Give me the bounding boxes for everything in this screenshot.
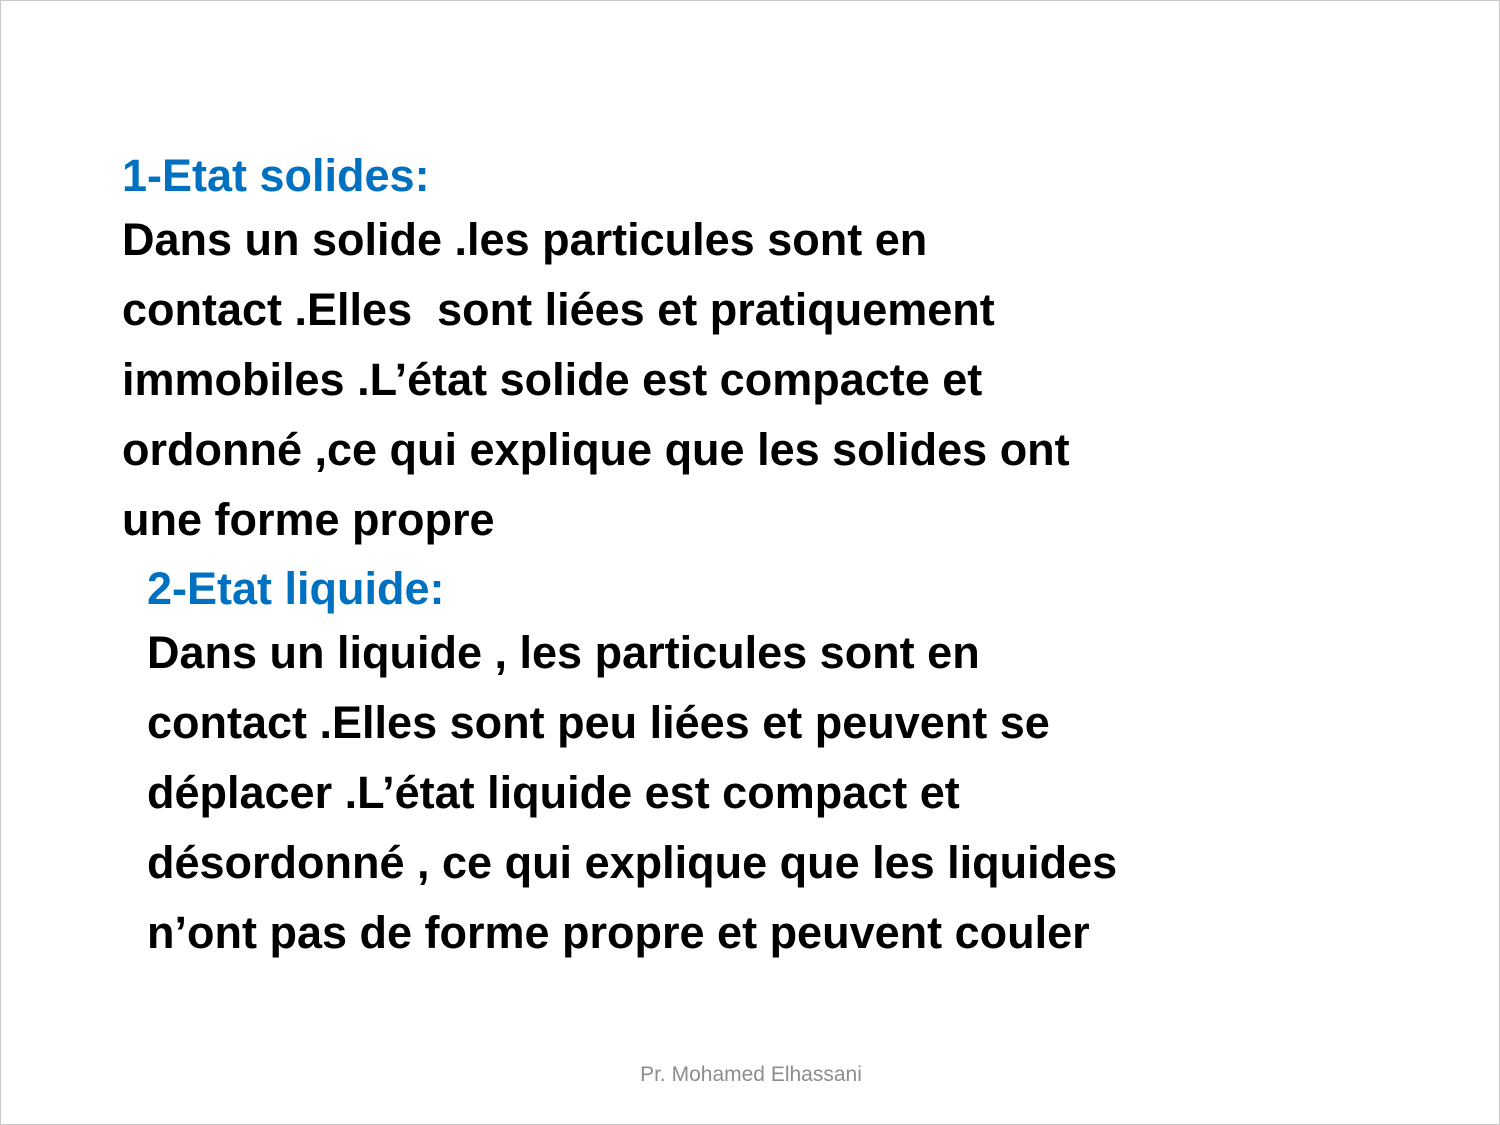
paragraph-line: déplacer .L’état liquide est compact et: [147, 767, 960, 818]
paragraph-line: contact .Elles sont liées et pratiquement: [122, 284, 995, 335]
paragraph-line: Dans un liquide , les particules sont en: [147, 627, 980, 678]
paragraph-line: contact .Elles sont peu liées et peuvent se: [147, 697, 1050, 748]
paragraph-line: immobiles .L’état solide est compacte et: [122, 354, 983, 405]
section-liquid-state: [147, 560, 1427, 968]
paragraph-line: Dans un solide .les particules sont en: [122, 214, 928, 265]
section-heading-liquid: 2-Etat liquide:: [147, 563, 445, 614]
footer-author: Pr. Mohamed Elhassani: [640, 1063, 862, 1086]
section-heading-solid: 1-Etat solides:: [122, 150, 430, 201]
paragraph-line: ordonné ,ce qui explique que les solides ont: [122, 424, 1070, 475]
paragraph-line: désordonné , ce qui explique que les liquides: [147, 837, 1118, 888]
paragraph-line: une forme propre: [122, 494, 495, 545]
paragraph-line: n’ont pas de forme propre et peuvent couler: [147, 907, 1090, 958]
section-solid-state: [122, 147, 1402, 555]
